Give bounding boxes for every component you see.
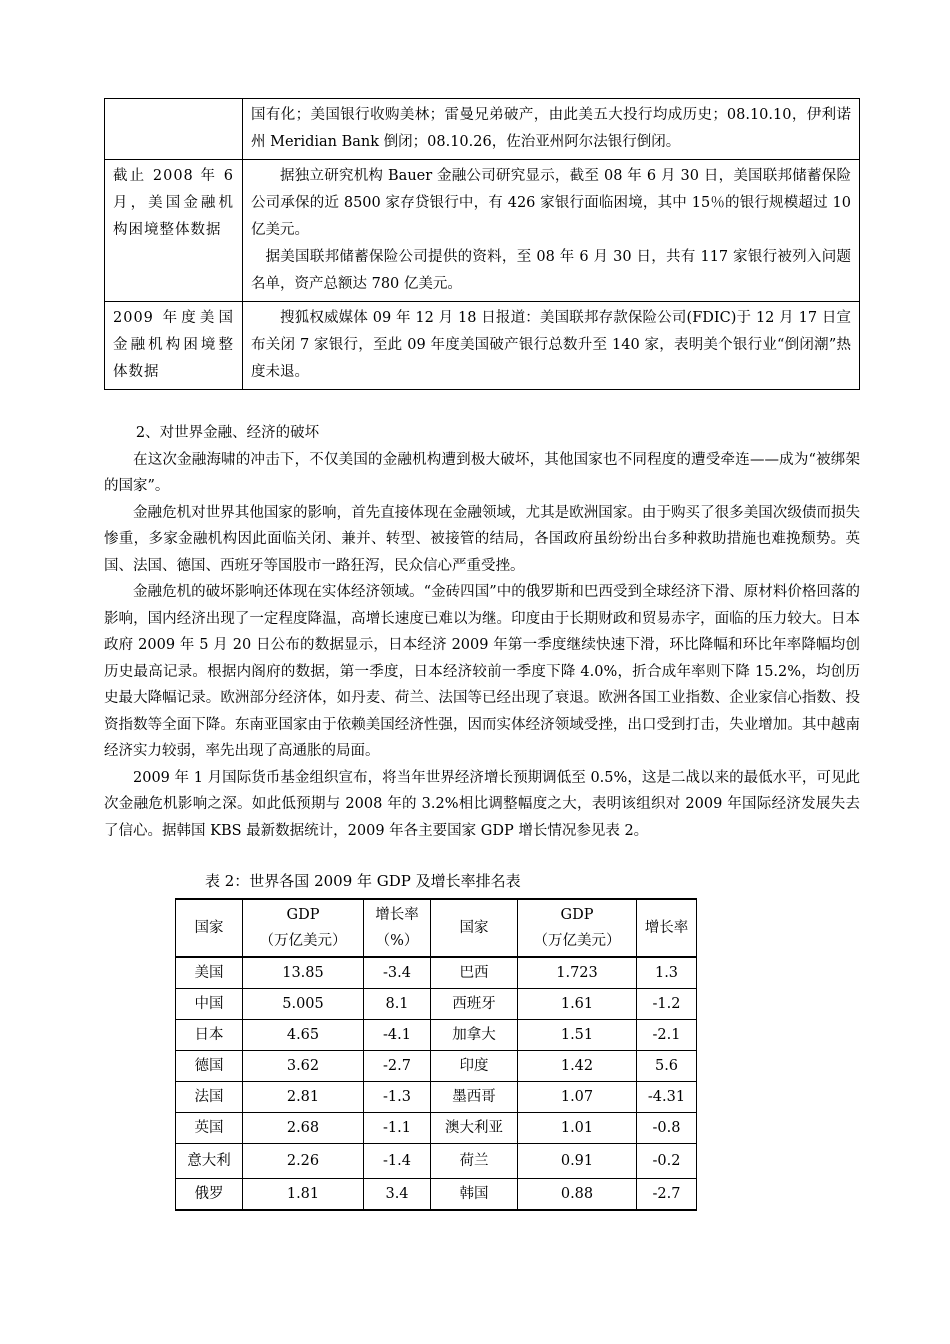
cell-country: 日本	[176, 1020, 243, 1051]
cell-country: 西班牙	[431, 989, 518, 1020]
cell-rate: -1.1	[364, 1113, 431, 1144]
cell-country: 巴西	[431, 957, 518, 989]
cell-rate: -2.7	[364, 1051, 431, 1082]
cell-gdp: 2.81	[243, 1082, 364, 1113]
cell-country: 法国	[176, 1082, 243, 1113]
cell-rate: -1.3	[364, 1082, 431, 1113]
cell-country: 韩国	[431, 1179, 518, 1211]
cell-country: 澳大利亚	[431, 1113, 518, 1144]
cell-rate: -2.7	[637, 1179, 697, 1211]
paragraph: 2009 年 1 月国际货币基金组织宣布，将当年世界经济增长预期调低至 0.5%，这是二战以来的最低水平，可见此次金融危机影响之深。如此低预期与 2008 年的 3.2%相比调整幅度之大，表明该组织对 2009 年国际经济发展失去了信心。据韩国 KBS 最新数据统计，2009 年各主要国家 GDP 增长情况参见表 2。	[104, 769, 860, 839]
row-label: 截止 2008 年 6 月，美国金融机构困境整体数据	[105, 160, 243, 302]
header-gdp2-line1: GDP	[560, 907, 594, 923]
table-row	[105, 99, 860, 160]
header-gdp	[243, 899, 364, 957]
gdp-table	[175, 898, 697, 1211]
cell-rate: 1.3	[637, 957, 697, 989]
row-label	[105, 99, 243, 160]
cell-country: 美国	[176, 957, 243, 989]
table-row	[105, 160, 860, 302]
header-gdp-line2: （万亿美元）	[259, 933, 347, 949]
table-caption: 表 2：世界各国 2009 年 GDP 及增长率排名表	[205, 872, 521, 890]
cell-rate: -4.1	[364, 1020, 431, 1051]
table-row	[176, 1082, 697, 1113]
cell-country: 印度	[431, 1051, 518, 1082]
table-row	[105, 302, 860, 390]
table-row	[176, 989, 697, 1020]
cell-country: 中国	[176, 989, 243, 1020]
header-country-2: 国家	[431, 899, 518, 957]
cell-paragraph: 据美国联邦储蓄保险公司提供的资料，至 08 年 6 月 30 日，共有 117 家银行被列入问题名单，资产总额达 780 亿美元。	[251, 249, 851, 292]
cell-gdp: 1.01	[518, 1113, 637, 1144]
cell-rate: -0.8	[637, 1113, 697, 1144]
cell-rate: 5.6	[637, 1051, 697, 1082]
cell-rate: 8.1	[364, 989, 431, 1020]
section-heading: 2、对世界金融、经济的破坏	[135, 425, 320, 441]
header-gdp-2	[518, 899, 637, 957]
header-gdp2-line2: （万亿美元）	[533, 933, 621, 949]
table-row	[176, 1144, 697, 1179]
paragraph: 金融危机对世界其他国家的影响，首先直接体现在金融领域，尤其是欧洲国家。由于购买了很多美国次级债而损失惨重，多家金融机构因此面临关闭、兼并、转型、被接管的结局，各国政府虽纷纷出台多种救助措施也难挽颓势。英国、法国、德国、西班牙等国股市一路狂泻，民众信心严重受挫。	[104, 504, 860, 574]
cell-paragraph: 据独立研究机构 Bauer 金融公司研究显示，截至 08 年 6 月 30 日，美国联邦储蓄保险公司承保的近 8500 家存贷银行中，有 426 家银行面临困境，其中 15％的银行规模超过 10 亿美元。	[251, 168, 851, 238]
cell-gdp: 1.81	[243, 1179, 364, 1211]
cell-gdp: 2.26	[243, 1144, 364, 1179]
cell-country: 俄罗	[176, 1179, 243, 1211]
cell-gdp: 1.61	[518, 989, 637, 1020]
table-header-row	[176, 899, 697, 957]
cell-rate: -4.31	[637, 1082, 697, 1113]
table-row	[176, 1020, 697, 1051]
cell-country: 荷兰	[431, 1144, 518, 1179]
cell-gdp: 1.723	[518, 957, 637, 989]
header-country: 国家	[176, 899, 243, 957]
header-rate-2: 增长率	[637, 899, 697, 957]
header-rate-line2: （%）	[375, 933, 419, 949]
body-text	[104, 420, 860, 844]
cell-gdp: 1.51	[518, 1020, 637, 1051]
cell-rate: -2.1	[637, 1020, 697, 1051]
cell-rate: -1.4	[364, 1144, 431, 1179]
row-content	[243, 99, 860, 160]
cell-gdp: 3.62	[243, 1051, 364, 1082]
cell-gdp: 13.85	[243, 957, 364, 989]
cell-rate: -0.2	[637, 1144, 697, 1179]
cell-country: 墨西哥	[431, 1082, 518, 1113]
table-row	[176, 1051, 697, 1082]
cell-country: 意大利	[176, 1144, 243, 1179]
cell-gdp: 2.68	[243, 1113, 364, 1144]
table-row	[176, 957, 697, 989]
cell-rate: -3.4	[364, 957, 431, 989]
row-content	[243, 302, 860, 390]
cell-gdp: 5.005	[243, 989, 364, 1020]
cell-gdp: 1.07	[518, 1082, 637, 1113]
header-rate-line1: 增长率	[375, 907, 419, 923]
cell-gdp: 4.65	[243, 1020, 364, 1051]
cell-gdp: 0.88	[518, 1179, 637, 1211]
cell-gdp: 0.91	[518, 1144, 637, 1179]
cell-paragraph: 国有化；美国银行收购美林；雷曼兄弟破产，由此美五大投行均成历史；08.10.10，伊利诺州 Meridian Bank 倒闭；08.10.26，佐治亚州阿尔法银行倒闭。	[251, 107, 851, 150]
cell-country: 加拿大	[431, 1020, 518, 1051]
header-rate	[364, 899, 431, 957]
bank-failure-table	[104, 98, 860, 390]
cell-country: 德国	[176, 1051, 243, 1082]
table-row	[176, 1179, 697, 1211]
cell-rate: -1.2	[637, 989, 697, 1020]
paragraph: 金融危机的破坏影响还体现在实体经济领域。“金砖四国”中的俄罗斯和巴西受到全球经济下滑、原材料价格回落的影响，国内经济出现了一定程度降温，高增长速度已难以为继。印度由于长期财政和贸易赤字，面临的压力较大。日本政府 2009 年 5 月 20 日公布的数据显示，日本经济 2009 年第一季度继续快速下滑，环比降幅和环比年率降幅均创历史最高记录。根据内阁府的数据，第一季度，日本经济较前一季度下降 4.0%，折合成年率则下降 15.2%，均创历史最大降幅记录。欧洲部分经济体，如丹麦、荷兰、法国等已经出现了衰退。欧洲各国工业指数、企业家信心指数、投资指数等全面下降。东南亚国家由于依赖美国经济性强，因而实体经济领域受挫，出口受到打击，失业增加。其中越南经济实力较弱，率先出现了高通胀的局面。	[104, 584, 860, 759]
table-row	[176, 1113, 697, 1144]
cell-paragraph: 搜狐权威媒体 09 年 12 月 18 日报道：美国联邦存款保险公司(FDIC)于 12 月 17 日宣布关闭 7 家银行，至此 09 年度美国破产银行总数升至 140 家，表明美个银行业“倒闭潮”热度未退。	[251, 310, 851, 380]
cell-rate: 3.4	[364, 1179, 431, 1211]
paragraph: 在这次金融海啸的冲击下，不仅美国的金融机构遭到极大破坏，其他国家也不同程度的遭受牵连——成为“被绑架的国家”。	[104, 451, 860, 494]
cell-country: 英国	[176, 1113, 243, 1144]
row-content	[243, 160, 860, 302]
cell-gdp: 1.42	[518, 1051, 637, 1082]
header-gdp-line1: GDP	[286, 907, 320, 923]
row-label: 2009 年度美国金融机构困境整体数据	[105, 302, 243, 390]
